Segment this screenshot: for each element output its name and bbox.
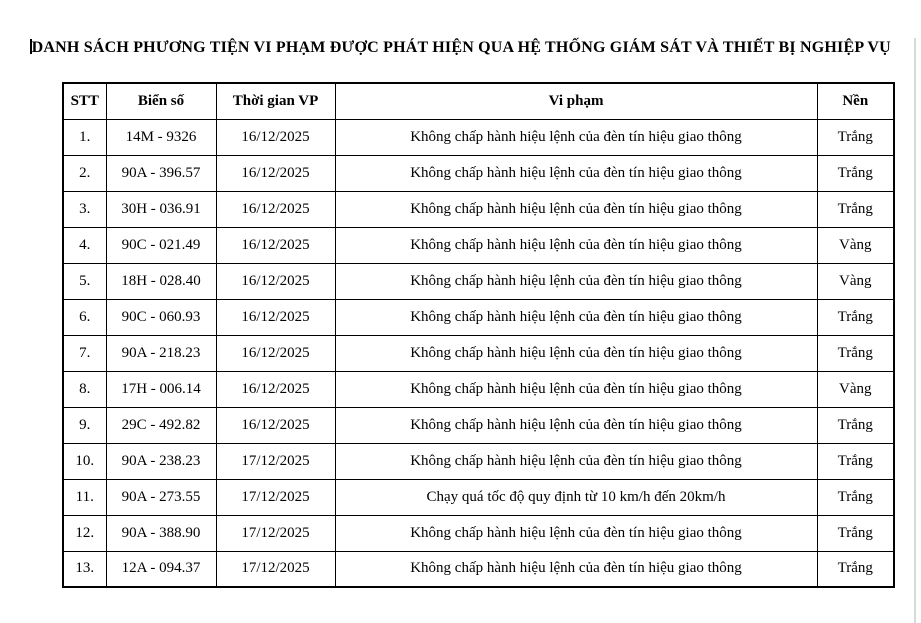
cell-vi-pham: Không chấp hành hiệu lệnh của đèn tín hiệu giao thông xyxy=(335,443,817,479)
document-title-text: DANH SÁCH PHƯƠNG TIỆN VI PHẠM ĐƯỢC PHÁT HIỆN QUA HỆ THỐNG GIÁM SÁT VÀ THIẾT BỊ NGHIỆP VỤ xyxy=(31,39,891,56)
table-row xyxy=(63,263,894,299)
cell-stt: 4. xyxy=(63,227,106,263)
document-title[interactable] xyxy=(0,38,921,58)
table-row xyxy=(63,407,894,443)
cell-nen: Trắng xyxy=(817,119,894,155)
document-page xyxy=(0,38,921,623)
cell-thoi-gian-vp: 16/12/2025 xyxy=(216,371,335,407)
cell-nen: Vàng xyxy=(817,227,894,263)
violations-table xyxy=(62,82,895,588)
cell-bien-so: 12A - 094.37 xyxy=(106,551,216,587)
cell-thoi-gian-vp: 17/12/2025 xyxy=(216,443,335,479)
cell-thoi-gian-vp: 17/12/2025 xyxy=(216,515,335,551)
cell-thoi-gian-vp: 16/12/2025 xyxy=(216,407,335,443)
column-header-stt: STT xyxy=(63,83,106,119)
cell-stt: 11. xyxy=(63,479,106,515)
table-header-row xyxy=(63,83,894,119)
cell-stt: 7. xyxy=(63,335,106,371)
cell-thoi-gian-vp: 16/12/2025 xyxy=(216,191,335,227)
cell-thoi-gian-vp: 17/12/2025 xyxy=(216,551,335,587)
cell-vi-pham: Không chấp hành hiệu lệnh của đèn tín hiệu giao thông xyxy=(335,551,817,587)
cell-stt: 10. xyxy=(63,443,106,479)
table-row xyxy=(63,371,894,407)
cell-bien-so: 14M - 9326 xyxy=(106,119,216,155)
cell-nen: Trắng xyxy=(817,155,894,191)
cell-vi-pham: Không chấp hành hiệu lệnh của đèn tín hiệu giao thông xyxy=(335,227,817,263)
cell-thoi-gian-vp: 16/12/2025 xyxy=(216,155,335,191)
cell-bien-so: 90C - 021.49 xyxy=(106,227,216,263)
cell-vi-pham: Không chấp hành hiệu lệnh của đèn tín hiệu giao thông xyxy=(335,155,817,191)
cell-bien-so: 90A - 238.23 xyxy=(106,443,216,479)
table-row xyxy=(63,299,894,335)
cell-thoi-gian-vp: 16/12/2025 xyxy=(216,119,335,155)
cell-stt: 8. xyxy=(63,371,106,407)
cell-nen: Trắng xyxy=(817,443,894,479)
cell-vi-pham: Không chấp hành hiệu lệnh của đèn tín hiệu giao thông xyxy=(335,371,817,407)
cell-vi-pham: Không chấp hành hiệu lệnh của đèn tín hiệu giao thông xyxy=(335,119,817,155)
cell-bien-so: 18H - 028.40 xyxy=(106,263,216,299)
cell-bien-so: 90A - 396.57 xyxy=(106,155,216,191)
table-row xyxy=(63,515,894,551)
table-row xyxy=(63,443,894,479)
column-header-nen: Nền xyxy=(817,83,894,119)
cell-stt: 1. xyxy=(63,119,106,155)
cell-thoi-gian-vp: 16/12/2025 xyxy=(216,299,335,335)
cell-stt: 3. xyxy=(63,191,106,227)
table-row xyxy=(63,551,894,587)
table-body xyxy=(63,119,894,587)
cell-thoi-gian-vp: 16/12/2025 xyxy=(216,263,335,299)
cell-bien-so: 90C - 060.93 xyxy=(106,299,216,335)
cell-stt: 5. xyxy=(63,263,106,299)
cell-stt: 9. xyxy=(63,407,106,443)
cell-nen: Trắng xyxy=(817,551,894,587)
cell-bien-so: 90A - 388.90 xyxy=(106,515,216,551)
cell-stt: 2. xyxy=(63,155,106,191)
cell-stt: 13. xyxy=(63,551,106,587)
table-row xyxy=(63,479,894,515)
cell-thoi-gian-vp: 16/12/2025 xyxy=(216,227,335,263)
cell-vi-pham: Không chấp hành hiệu lệnh của đèn tín hiệu giao thông xyxy=(335,335,817,371)
cell-thoi-gian-vp: 16/12/2025 xyxy=(216,335,335,371)
cell-bien-so: 90A - 218.23 xyxy=(106,335,216,371)
cell-vi-pham: Không chấp hành hiệu lệnh của đèn tín hiệu giao thông xyxy=(335,299,817,335)
table-row xyxy=(63,155,894,191)
cell-nen: Vàng xyxy=(817,371,894,407)
cell-stt: 6. xyxy=(63,299,106,335)
cell-nen: Trắng xyxy=(817,191,894,227)
table-row xyxy=(63,227,894,263)
cell-bien-so: 29C - 492.82 xyxy=(106,407,216,443)
cell-vi-pham: Không chấp hành hiệu lệnh của đèn tín hiệu giao thông xyxy=(335,515,817,551)
cell-thoi-gian-vp: 17/12/2025 xyxy=(216,479,335,515)
table-row xyxy=(63,191,894,227)
cell-vi-pham: Không chấp hành hiệu lệnh của đèn tín hiệu giao thông xyxy=(335,407,817,443)
column-header-vi-pham: Vi phạm xyxy=(335,83,817,119)
cell-nen: Trắng xyxy=(817,407,894,443)
cell-bien-so: 90A - 273.55 xyxy=(106,479,216,515)
table-row xyxy=(63,335,894,371)
cell-nen: Trắng xyxy=(817,335,894,371)
column-header-bien-so: Biển số xyxy=(106,83,216,119)
cell-stt: 12. xyxy=(63,515,106,551)
cell-nen: Trắng xyxy=(817,299,894,335)
cell-vi-pham: Chạy quá tốc độ quy định từ 10 km/h đến 20km/h xyxy=(335,479,817,515)
cell-nen: Trắng xyxy=(817,515,894,551)
column-header-thoi-gian-vp: Thời gian VP xyxy=(216,83,335,119)
cell-nen: Trắng xyxy=(817,479,894,515)
cell-bien-so: 17H - 006.14 xyxy=(106,371,216,407)
cell-vi-pham: Không chấp hành hiệu lệnh của đèn tín hiệu giao thông xyxy=(335,263,817,299)
table-row xyxy=(63,119,894,155)
cell-bien-so: 30H - 036.91 xyxy=(106,191,216,227)
vertical-scrollbar[interactable] xyxy=(914,38,916,623)
cell-nen: Vàng xyxy=(817,263,894,299)
cell-vi-pham: Không chấp hành hiệu lệnh của đèn tín hiệu giao thông xyxy=(335,191,817,227)
